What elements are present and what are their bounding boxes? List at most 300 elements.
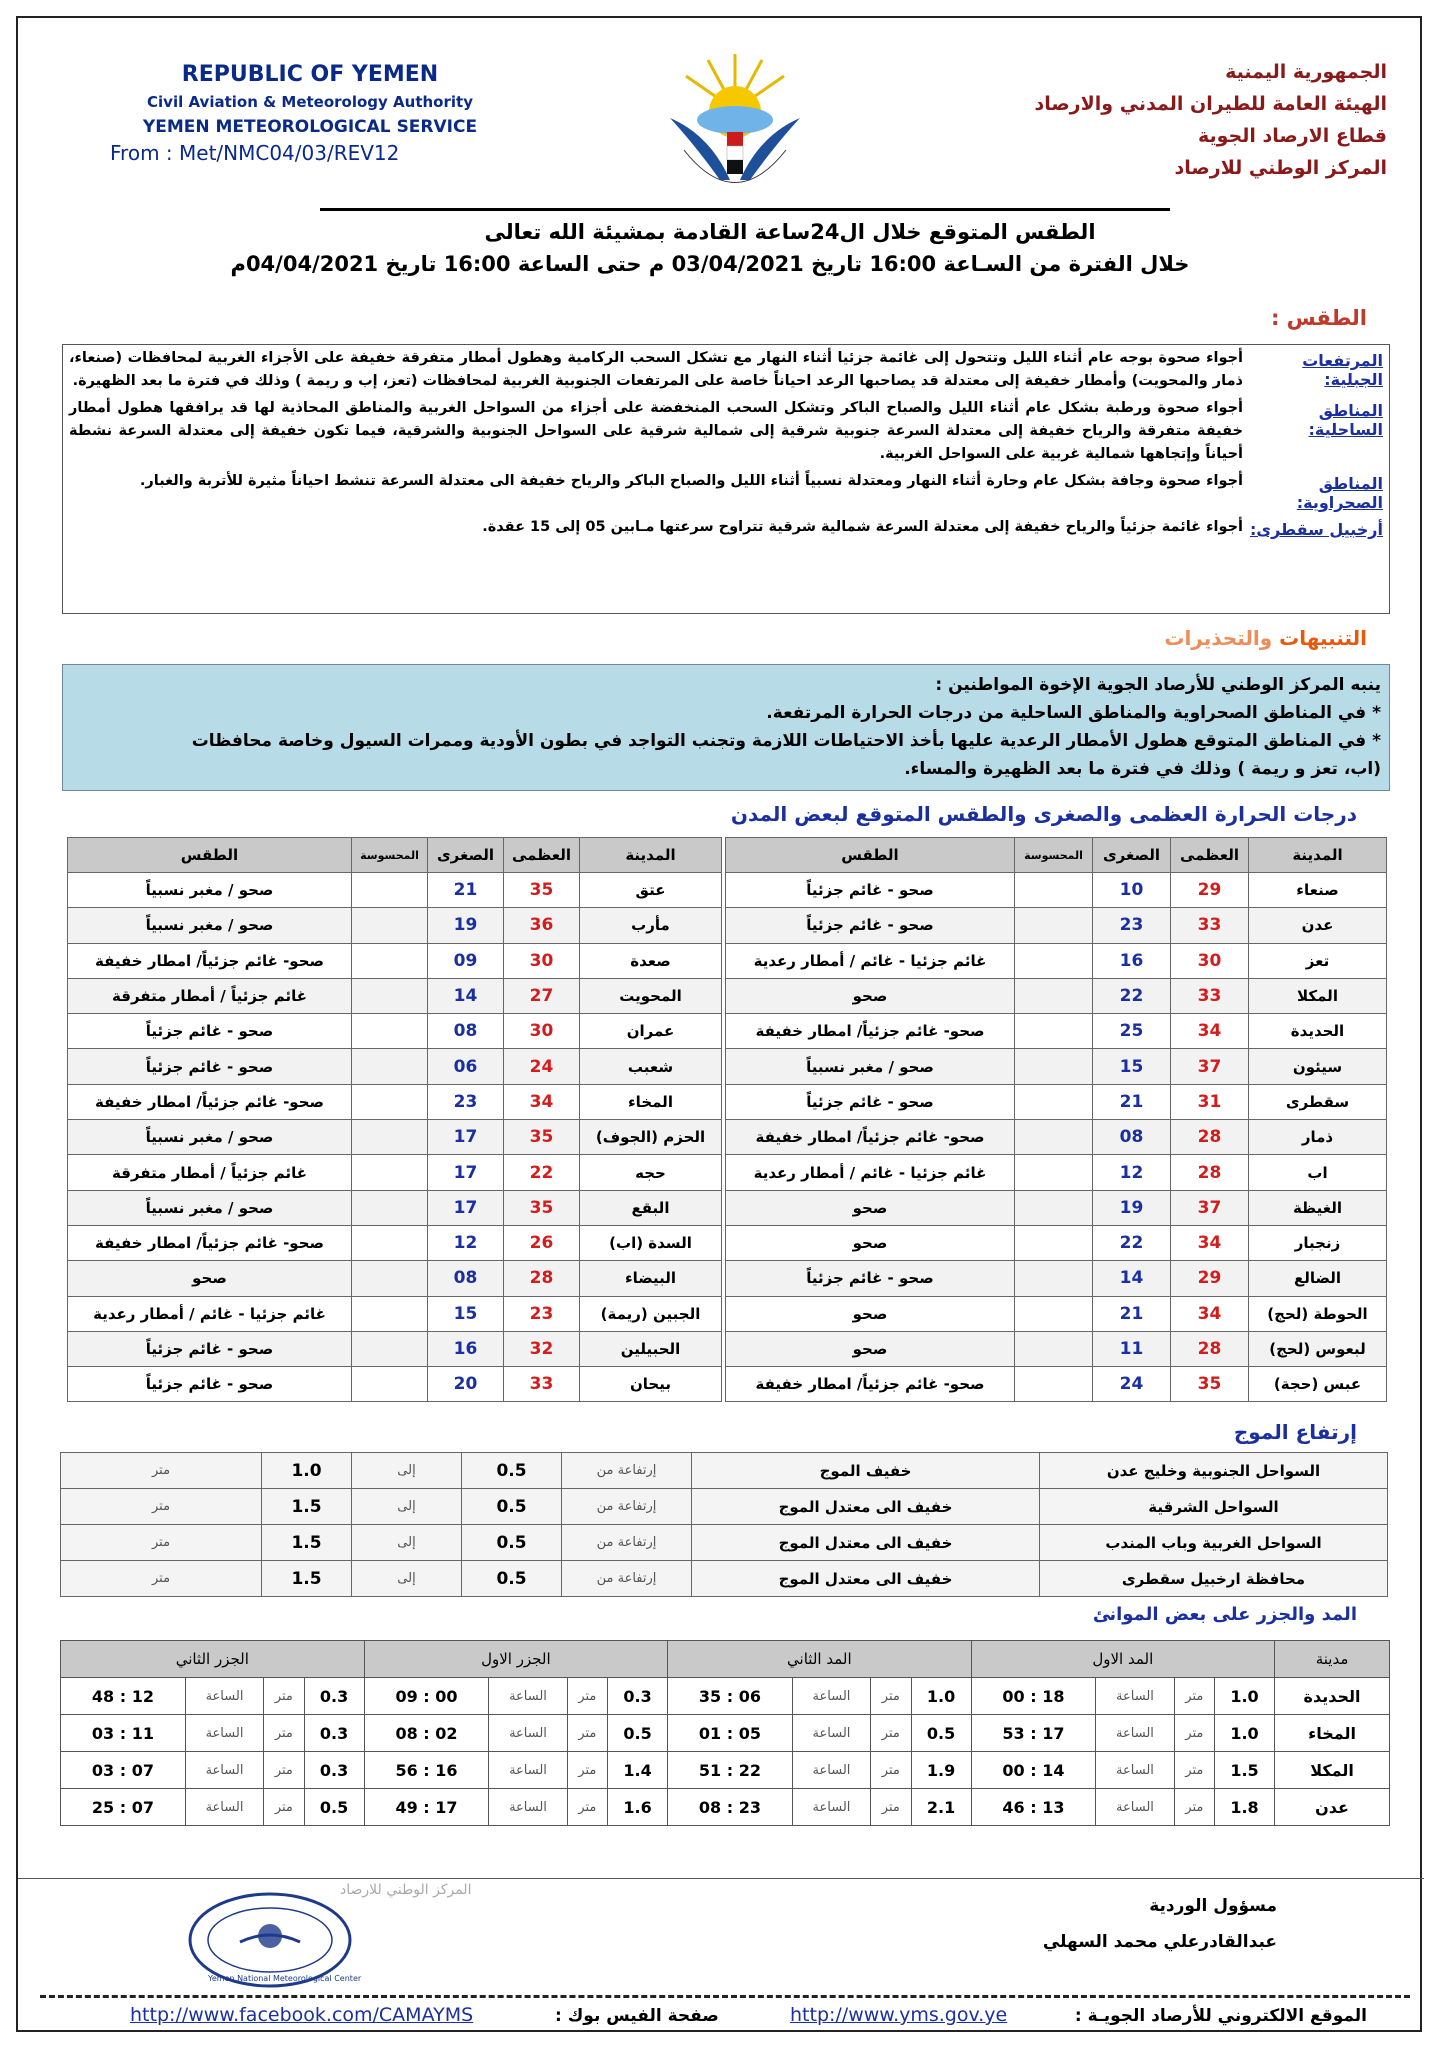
- forecast-period: خلال الفترة من السـاعة 16:00 تاريخ 03/04/2021 م حتى الساعة 16:00 تاريخ 04/04/2021م: [230, 252, 1190, 276]
- wave-unit: متر: [61, 1525, 262, 1561]
- min-temp: 12: [1093, 1155, 1171, 1190]
- wave-to-label: إلى: [352, 1561, 462, 1597]
- tide-city: عدن: [1275, 1789, 1390, 1826]
- feels-temp: [1015, 978, 1093, 1013]
- tide-time-label: الساعة: [1096, 1715, 1174, 1752]
- tide-time: 17 : 49: [364, 1789, 489, 1826]
- duty-name: عبدالقادرعلي محمد السهلي: [1042, 1932, 1277, 1952]
- tide-height: 0.3: [608, 1678, 668, 1715]
- max-temp: 28: [1171, 1331, 1249, 1366]
- col-max: العظمى: [1171, 838, 1249, 873]
- tide-time-label: الساعة: [792, 1752, 870, 1789]
- tide-unit: متر: [264, 1752, 304, 1789]
- feels-temp: [1015, 1225, 1093, 1260]
- feels-temp: [1015, 1331, 1093, 1366]
- city-row: [68, 873, 722, 908]
- city-name: صنعاء: [1249, 873, 1387, 908]
- tides-heading: المد والجزر على بعض الموانئ: [1092, 1604, 1357, 1625]
- wave-to: 1.5: [262, 1561, 352, 1597]
- tide-unit: متر: [567, 1789, 607, 1826]
- tide-time: 11 : 03: [61, 1715, 186, 1752]
- col-feels: المحسوسة: [352, 838, 428, 873]
- wave-to-label: إلى: [352, 1525, 462, 1561]
- city-row: [68, 1261, 722, 1296]
- tide-time: 06 : 35: [668, 1678, 793, 1715]
- tide-time-label: الساعة: [489, 1789, 567, 1826]
- tide-unit: متر: [871, 1715, 911, 1752]
- wave-to: 1.5: [262, 1525, 352, 1561]
- min-temp: 09: [428, 943, 504, 978]
- tide-height: 1.8: [1214, 1789, 1274, 1826]
- tide-unit: متر: [1174, 1715, 1214, 1752]
- max-temp: 29: [1171, 1261, 1249, 1296]
- tide-unit: متر: [871, 1752, 911, 1789]
- city-name: زنجبار: [1249, 1225, 1387, 1260]
- max-temp: 22: [504, 1155, 580, 1190]
- country-en: REPUBLIC OF YEMEN: [181, 62, 439, 87]
- max-temp: 23: [504, 1296, 580, 1331]
- max-temp: 31: [1171, 1084, 1249, 1119]
- city-weather: صحو- غائم جزئياً/ امطار خفيفة: [68, 1225, 352, 1260]
- feels-temp: [352, 873, 428, 908]
- city-row: [726, 1261, 1387, 1296]
- service-en: YEMEN METEOROLOGICAL SERVICE: [142, 117, 478, 137]
- city-weather: غائم جزئياً / أمطار متفرقة: [68, 978, 352, 1013]
- tide-unit: متر: [1174, 1752, 1214, 1789]
- city-row: [726, 978, 1387, 1013]
- city-name: عبس (حجة): [1249, 1367, 1387, 1402]
- feels-temp: [352, 1296, 428, 1331]
- wave-from: 0.5: [462, 1489, 562, 1525]
- wave-desc: خفيف الى معتدل الموج: [692, 1525, 1040, 1561]
- city-name: الغيظة: [1249, 1190, 1387, 1225]
- tide-height: 0.3: [304, 1678, 364, 1715]
- tide-unit: متر: [264, 1715, 304, 1752]
- region-forecast: أجواء صحوة وجافة بشكل عام وحارة أثناء النهار ومعتدلة نسبياً أثناء الليل والصباح الباكر والرياح خفيفة الى معتدلة السرعة تنشط احياناً مثيرة للأتربة والغبار.: [139, 473, 1243, 489]
- city-row: [68, 1296, 722, 1331]
- wave-unit: متر: [61, 1561, 262, 1597]
- city-name: الحديدة: [1249, 1014, 1387, 1049]
- tide-height: 0.5: [304, 1789, 364, 1826]
- feels-temp: [352, 1120, 428, 1155]
- max-temp: 33: [1171, 908, 1249, 943]
- city-name: بيحان: [580, 1367, 722, 1402]
- feels-temp: [1015, 943, 1093, 978]
- wave-row: [61, 1525, 1388, 1561]
- region-name: أرخبيل سقطرى:: [1250, 520, 1383, 539]
- tide-unit: متر: [1174, 1678, 1214, 1715]
- min-temp: 11: [1093, 1331, 1171, 1366]
- wave-to-label: إلى: [352, 1489, 462, 1525]
- max-temp: 37: [1171, 1049, 1249, 1084]
- max-temp: 37: [1171, 1190, 1249, 1225]
- city-weather: صحو / مغبر نسبياً: [68, 1190, 352, 1225]
- city-row: [726, 1084, 1387, 1119]
- authority-ar: الهيئة العامة للطيران المدني والارصاد: [1034, 93, 1387, 115]
- tide-time-label: الساعة: [489, 1678, 567, 1715]
- tide-time-label: الساعة: [792, 1715, 870, 1752]
- weather-regions-box: [62, 344, 1390, 614]
- col-weather: الطقس: [68, 838, 352, 873]
- max-temp: 30: [504, 943, 580, 978]
- tide-row: [61, 1752, 1390, 1789]
- city-weather: صحو - غائم جزئياً: [68, 1014, 352, 1049]
- feels-temp: [1015, 873, 1093, 908]
- wave-from: 0.5: [462, 1453, 562, 1489]
- city-name: الحوطة (لحج): [1249, 1296, 1387, 1331]
- cities-table-right: [725, 837, 1387, 1402]
- city-weather: صحو / مغبر نسبياً: [68, 1120, 352, 1155]
- city-name: الضالع: [1249, 1261, 1387, 1296]
- city-weather: غائم جزئيا - غائم / أمطار رعدية: [726, 1155, 1015, 1190]
- tide-unit: متر: [871, 1789, 911, 1826]
- tide-height: 2.1: [911, 1789, 971, 1826]
- tide-col-header: الجزر الثاني: [61, 1641, 365, 1678]
- col-min: الصغرى: [428, 838, 504, 873]
- city-weather: صحو- غائم جزئياً/ امطار خفيفة: [68, 943, 352, 978]
- min-temp: 17: [428, 1120, 504, 1155]
- city-row: [68, 1331, 722, 1366]
- min-temp: 25: [1093, 1014, 1171, 1049]
- city-row: [68, 1367, 722, 1402]
- header-english: [100, 62, 520, 165]
- city-row: [726, 1155, 1387, 1190]
- col-feels: المحسوسة: [1015, 838, 1093, 873]
- tide-city: المخاء: [1275, 1715, 1390, 1752]
- tide-height: 1.6: [608, 1789, 668, 1826]
- city-name: سقطرى: [1249, 1084, 1387, 1119]
- wave-from-label: إرتفاعة من: [562, 1525, 692, 1561]
- authority-en: Civil Aviation & Meteorology Authority: [147, 93, 473, 111]
- max-temp: 33: [1171, 978, 1249, 1013]
- max-temp: 33: [504, 1367, 580, 1402]
- cities-heading: درجات الحرارة العظمى والصغرى والطقس المتوقع لبعض المدن: [730, 802, 1357, 826]
- city-weather: صحو - غائم جزئياً: [68, 1049, 352, 1084]
- city-weather: صحو - غائم جزئياً: [726, 873, 1015, 908]
- feels-temp: [352, 978, 428, 1013]
- wave-row: [61, 1453, 1388, 1489]
- duty-title: مسؤول الوردية: [1149, 1896, 1277, 1916]
- tide-height: 1.5: [1214, 1752, 1274, 1789]
- wave-from-label: إرتفاعة من: [562, 1453, 692, 1489]
- city-weather: صحو- غائم جزئياً/ امطار خفيفة: [68, 1084, 352, 1119]
- tide-height: 0.3: [304, 1715, 364, 1752]
- feels-temp: [352, 1331, 428, 1366]
- city-name: مأرب: [580, 908, 722, 943]
- max-temp: 26: [504, 1225, 580, 1260]
- tide-row: [61, 1678, 1390, 1715]
- city-row: [68, 1084, 722, 1119]
- min-temp: 15: [428, 1296, 504, 1331]
- min-temp: 17: [428, 1190, 504, 1225]
- feels-temp: [352, 1261, 428, 1296]
- tide-time: 05 : 01: [668, 1715, 793, 1752]
- min-temp: 23: [1093, 908, 1171, 943]
- city-row: [726, 1225, 1387, 1260]
- region-name: المرتفعات الجبلية:: [1302, 351, 1383, 389]
- min-temp: 16: [1093, 943, 1171, 978]
- footer-dashes: [40, 1995, 1410, 1998]
- city-name: لبعوس (لحج): [1249, 1331, 1387, 1366]
- city-name: الحبيلين: [580, 1331, 722, 1366]
- min-temp: 21: [1093, 1084, 1171, 1119]
- col-max: العظمى: [504, 838, 580, 873]
- min-temp: 06: [428, 1049, 504, 1084]
- cities-table-left: [67, 837, 722, 1402]
- min-temp: 08: [428, 1014, 504, 1049]
- tide-height: 1.0: [1214, 1678, 1274, 1715]
- min-temp: 19: [428, 908, 504, 943]
- min-temp: 21: [428, 873, 504, 908]
- warning-line: * في المناطق المتوقع هطول الأمطار الرعدية عليها بأخذ الاحتياطات اللازمة وتجنب التواجد في بطون الأودية وممرات السيول وخاصة محافظات: [191, 731, 1381, 751]
- feels-temp: [352, 1084, 428, 1119]
- tide-unit: متر: [1174, 1789, 1214, 1826]
- city-weather: صحو: [726, 1225, 1015, 1260]
- min-temp: 12: [428, 1225, 504, 1260]
- tide-unit: متر: [871, 1678, 911, 1715]
- city-row: [68, 1049, 722, 1084]
- min-temp: 22: [1093, 978, 1171, 1013]
- tide-time-label: الساعة: [1096, 1789, 1174, 1826]
- tide-unit: متر: [264, 1678, 304, 1715]
- city-row: [726, 873, 1387, 908]
- tide-height: 1.0: [1214, 1715, 1274, 1752]
- city-name: المكلا: [1249, 978, 1387, 1013]
- tide-height: 0.5: [911, 1715, 971, 1752]
- wave-desc: خفيف الى معتدل الموج: [692, 1489, 1040, 1525]
- tide-city: المكلا: [1275, 1752, 1390, 1789]
- city-row: [726, 1120, 1387, 1155]
- city-weather: صحو: [726, 1190, 1015, 1225]
- city-name: عدن: [1249, 908, 1387, 943]
- tide-unit: متر: [567, 1678, 607, 1715]
- city-name: عمران: [580, 1014, 722, 1049]
- max-temp: 35: [504, 873, 580, 908]
- website-label: الموقع الالكتروني للأرصاد الجويـة :: [1074, 2006, 1367, 2026]
- tide-time-label: الساعة: [185, 1715, 263, 1752]
- tide-time-label: الساعة: [489, 1752, 567, 1789]
- city-weather: غائم جزئياً / أمطار متفرقة: [68, 1155, 352, 1190]
- city-row: [726, 1367, 1387, 1402]
- feels-temp: [352, 1155, 428, 1190]
- city-name: سيئون: [1249, 1049, 1387, 1084]
- min-temp: 08: [1093, 1120, 1171, 1155]
- city-name: المحويت: [580, 978, 722, 1013]
- feels-temp: [352, 1190, 428, 1225]
- feels-temp: [352, 908, 428, 943]
- city-weather: صحو - غائم جزئياً: [726, 1261, 1015, 1296]
- tide-time-label: الساعة: [792, 1678, 870, 1715]
- city-weather: صحو / مغبر نسبياً: [68, 873, 352, 908]
- feels-temp: [352, 943, 428, 978]
- feels-temp: [1015, 908, 1093, 943]
- tide-time: 02 : 08: [364, 1715, 489, 1752]
- min-temp: 17: [428, 1155, 504, 1190]
- city-weather: صحو- غائم جزئياً/ امطار خفيفة: [726, 1014, 1015, 1049]
- sector-ar: قطاع الارصاد الجوية: [1197, 125, 1387, 147]
- min-temp: 16: [428, 1331, 504, 1366]
- feels-temp: [1015, 1155, 1093, 1190]
- tide-row: [61, 1789, 1390, 1826]
- tide-col-header: الجزر الاول: [364, 1641, 667, 1678]
- region-row-socotra: [63, 514, 1389, 541]
- city-weather: غائم جزئيا - غائم / أمطار رعدية: [68, 1296, 352, 1331]
- tide-time: 13 : 46: [971, 1789, 1096, 1826]
- forecast-title: الطقس المتوقع خلال ال24ساعة القادمة بمشيئة الله تعالى: [484, 220, 1096, 244]
- official-stamp: [170, 1880, 472, 1990]
- tide-time: 23 : 08: [668, 1789, 793, 1826]
- stamp-text: المركز الوطني للارصاد: [340, 1882, 472, 1898]
- feels-temp: [352, 1367, 428, 1402]
- max-temp: 36: [504, 908, 580, 943]
- max-temp: 34: [1171, 1296, 1249, 1331]
- warning-line: * في المناطق الصحراوية والمناطق الساحلية من درجات الحرارة المرتفعة.: [766, 703, 1381, 723]
- feels-temp: [1015, 1296, 1093, 1331]
- city-row: [68, 1120, 722, 1155]
- min-temp: 08: [428, 1261, 504, 1296]
- country-ar: الجمهورية اليمنية: [1225, 61, 1387, 83]
- tide-height: 1.4: [608, 1752, 668, 1789]
- wave-unit: متر: [61, 1489, 262, 1525]
- max-temp: 27: [504, 978, 580, 1013]
- min-temp: 21: [1093, 1296, 1171, 1331]
- max-temp: 34: [1171, 1225, 1249, 1260]
- city-name: اب: [1249, 1155, 1387, 1190]
- facebook-label: صفحة الفيس بوك :: [555, 2006, 719, 2026]
- facebook-link[interactable]: http://www.facebook.com/CAMAYMS: [130, 2004, 474, 2026]
- tide-col-header: مدينة: [1275, 1641, 1390, 1678]
- warnings-box: [62, 664, 1390, 791]
- feels-temp: [1015, 1084, 1093, 1119]
- region-row-desert: [63, 468, 1389, 514]
- warnings-heading: [1164, 626, 1367, 650]
- max-temp: 29: [1171, 873, 1249, 908]
- region-row-coastal: [63, 395, 1389, 468]
- stamp-text-en: Yemen National Meteorological Center: [208, 1974, 362, 1983]
- city-row: [68, 1014, 722, 1049]
- region-row-highlands: [63, 345, 1389, 395]
- wave-from: 0.5: [462, 1561, 562, 1597]
- tide-time-label: الساعة: [792, 1789, 870, 1826]
- warnings-heading-b: والتحذيرات: [1164, 626, 1273, 650]
- tide-time: 00 : 09: [364, 1678, 489, 1715]
- city-weather: غائم جزئيا - غائم / أمطار رعدية: [726, 943, 1015, 978]
- city-row: [68, 943, 722, 978]
- warnings-heading-a: التنبيهات: [1279, 626, 1367, 650]
- wave-desc: خفيف الى معتدل الموج: [692, 1561, 1040, 1597]
- min-temp: 23: [428, 1084, 504, 1119]
- tide-unit: متر: [264, 1789, 304, 1826]
- wave-from-label: إرتفاعة من: [562, 1561, 692, 1597]
- warning-line: (اب، تعز و ريمة ) وذلك في فترة ما بعد الظهيرة والمساء.: [904, 759, 1381, 779]
- tide-time: 14 : 00: [971, 1752, 1096, 1789]
- waves-table: [60, 1452, 1388, 1597]
- region-forecast: أجواء غائمة جزئياً والرياح خفيفة إلى معتدلة السرعة شمالية شرقية تتراوح سرعتها مـابين 05 إلى 15 عقدة.: [482, 519, 1243, 535]
- max-temp: 24: [504, 1049, 580, 1084]
- min-temp: 15: [1093, 1049, 1171, 1084]
- city-weather: صحو / مغبر نسبياً: [68, 908, 352, 943]
- tide-unit: متر: [567, 1715, 607, 1752]
- city-weather: صحو: [68, 1261, 352, 1296]
- tide-time-label: الساعة: [185, 1789, 263, 1826]
- city-name: ذمار: [1249, 1120, 1387, 1155]
- city-weather: صحو: [726, 978, 1015, 1013]
- feels-temp: [1015, 1120, 1093, 1155]
- col-weather: الطقس: [726, 838, 1015, 873]
- feels-temp: [1015, 1261, 1093, 1296]
- feels-temp: [1015, 1367, 1093, 1402]
- website-link[interactable]: http://www.yms.gov.ye: [790, 2004, 1008, 2026]
- tide-time: 17 : 53: [971, 1715, 1096, 1752]
- city-name: عتق: [580, 873, 722, 908]
- feels-temp: [1015, 1190, 1093, 1225]
- tide-time-label: الساعة: [1096, 1678, 1174, 1715]
- feels-temp: [352, 1049, 428, 1084]
- wave-unit: متر: [61, 1453, 262, 1489]
- warning-line: ينبه المركز الوطني للأرصاد الجوية الإخوة المواطنين :: [935, 675, 1381, 695]
- header-arabic: [967, 56, 1387, 184]
- tide-height: 0.5: [608, 1715, 668, 1752]
- city-row: [68, 1190, 722, 1225]
- city-weather: صحو - غائم جزئياً: [726, 908, 1015, 943]
- wave-to: 1.5: [262, 1489, 352, 1525]
- max-temp: 34: [1171, 1014, 1249, 1049]
- city-row: [726, 1296, 1387, 1331]
- min-temp: 14: [1093, 1261, 1171, 1296]
- tide-col-header: المد الثاني: [668, 1641, 971, 1678]
- city-name: حجه: [580, 1155, 722, 1190]
- max-temp: 35: [1171, 1367, 1249, 1402]
- city-name: البقع: [580, 1190, 722, 1225]
- city-row: [68, 908, 722, 943]
- tide-unit: متر: [567, 1752, 607, 1789]
- tide-time: 12 : 48: [61, 1678, 186, 1715]
- footer-divider: [18, 1878, 1424, 1879]
- max-temp: 30: [504, 1014, 580, 1049]
- city-row: [726, 1190, 1387, 1225]
- wave-area: محافظة ارخبيل سقطرى: [1040, 1561, 1388, 1597]
- city-row: [726, 943, 1387, 978]
- city-row: [68, 1225, 722, 1260]
- tide-city: الحديدة: [1275, 1678, 1390, 1715]
- region-name: المناطق الساحلية:: [1308, 401, 1383, 439]
- city-weather: صحو- غائم جزئياً/ امطار خفيفة: [726, 1367, 1015, 1402]
- col-min: الصغرى: [1093, 838, 1171, 873]
- min-temp: 14: [428, 978, 504, 1013]
- feels-temp: [352, 1225, 428, 1260]
- min-temp: 22: [1093, 1225, 1171, 1260]
- city-name: المخاء: [580, 1084, 722, 1119]
- max-temp: 28: [504, 1261, 580, 1296]
- city-row: [726, 1331, 1387, 1366]
- city-name: الحزم (الجوف): [580, 1120, 722, 1155]
- max-temp: 35: [504, 1120, 580, 1155]
- tide-height: 1.9: [911, 1752, 971, 1789]
- tide-time: 07 : 03: [61, 1752, 186, 1789]
- tide-time-label: الساعة: [185, 1752, 263, 1789]
- min-temp: 10: [1093, 873, 1171, 908]
- tide-row: [61, 1715, 1390, 1752]
- city-weather: صحو: [726, 1296, 1015, 1331]
- tide-time: 22 : 51: [668, 1752, 793, 1789]
- tide-time: 18 : 00: [971, 1678, 1096, 1715]
- tide-col-header: المد الاول: [971, 1641, 1274, 1678]
- city-row: [68, 978, 722, 1013]
- col-city: المدينة: [580, 838, 722, 873]
- city-name: الجبين (ريمة): [580, 1296, 722, 1331]
- city-name: صعدة: [580, 943, 722, 978]
- city-name: شعبب: [580, 1049, 722, 1084]
